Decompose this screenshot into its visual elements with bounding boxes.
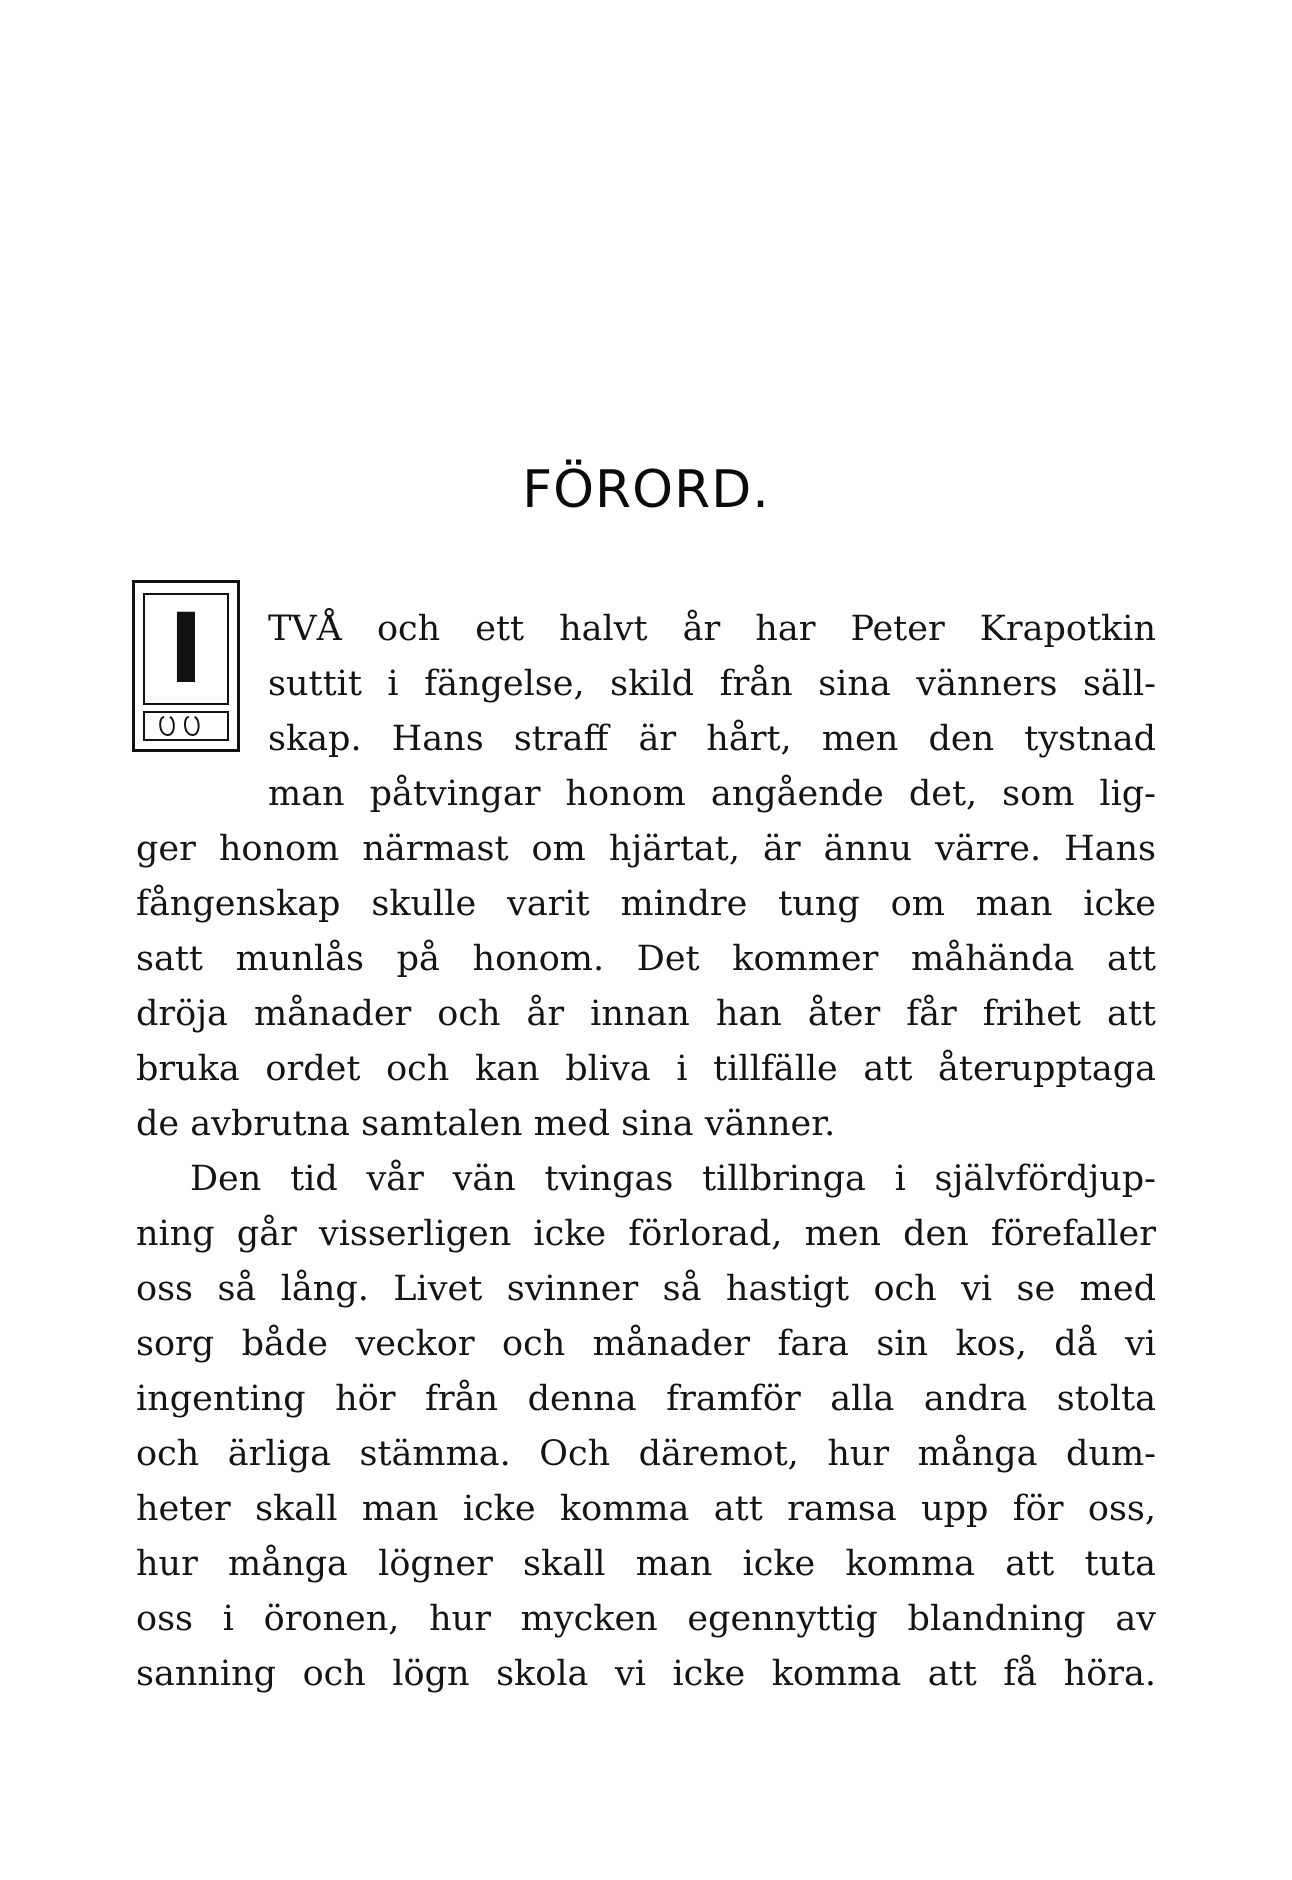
page-heading: FÖRORD. <box>522 460 770 520</box>
text-line: ning går visserligen icke förlorad, men den förefaller <box>136 1214 1156 1254</box>
text-line: fångenskap skulle varit mindre tung om man icke <box>136 884 1156 924</box>
text-line: oss i öronen, hur mycken egennyttig blandning av <box>136 1599 1156 1639</box>
text-line: TVÅ och ett halvt år har Peter Krapotkin <box>268 609 1156 649</box>
text-line: bruka ordet och kan bliva i tillfälle att återupptaga <box>136 1049 1156 1089</box>
text-line: dröja månader och år innan han åter får frihet att <box>136 994 1156 1034</box>
text-line: oss så lång. Livet svinner så hastigt och vi se med <box>136 1269 1156 1309</box>
drop-cap-inner-frame <box>143 593 229 705</box>
text-line: sanning och lögn skola vi icke komma att få höra. <box>136 1654 1156 1694</box>
text-line: Den tid vår vän tvingas tillbringa i självfördjup- <box>190 1159 1156 1199</box>
text-line: ger honom närmast om hjärtat, är ännu värre. Hans <box>136 829 1156 869</box>
text-line: man påtvingar honom angående det, som lig- <box>268 774 1156 814</box>
drop-cap-letter: I <box>168 593 204 705</box>
text-line: heter skall man icke komma att ramsa upp för oss, <box>136 1489 1156 1529</box>
text-line: hur många lögner skall man icke komma att tuta <box>136 1544 1156 1584</box>
text-line: ingenting hör från denna framför alla andra stolta <box>136 1379 1156 1419</box>
text-line: skap. Hans straff är hårt, men den tystnad <box>268 719 1156 759</box>
drop-cap-frame <box>132 580 240 752</box>
text-line: suttit i fängelse, skild från sina vänners säll- <box>268 664 1156 704</box>
text-line: sorg både veckor och månader fara sin kos, då vi <box>136 1324 1156 1364</box>
text-line: och ärliga stämma. Och däremot, hur många dum- <box>136 1434 1156 1474</box>
text-line: de avbrutna samtalen med sina vänner. <box>136 1104 836 1144</box>
text-line: satt munlås på honom. Det kommer måhända att <box>136 939 1156 979</box>
drop-cap-ornament-icon <box>143 711 229 741</box>
